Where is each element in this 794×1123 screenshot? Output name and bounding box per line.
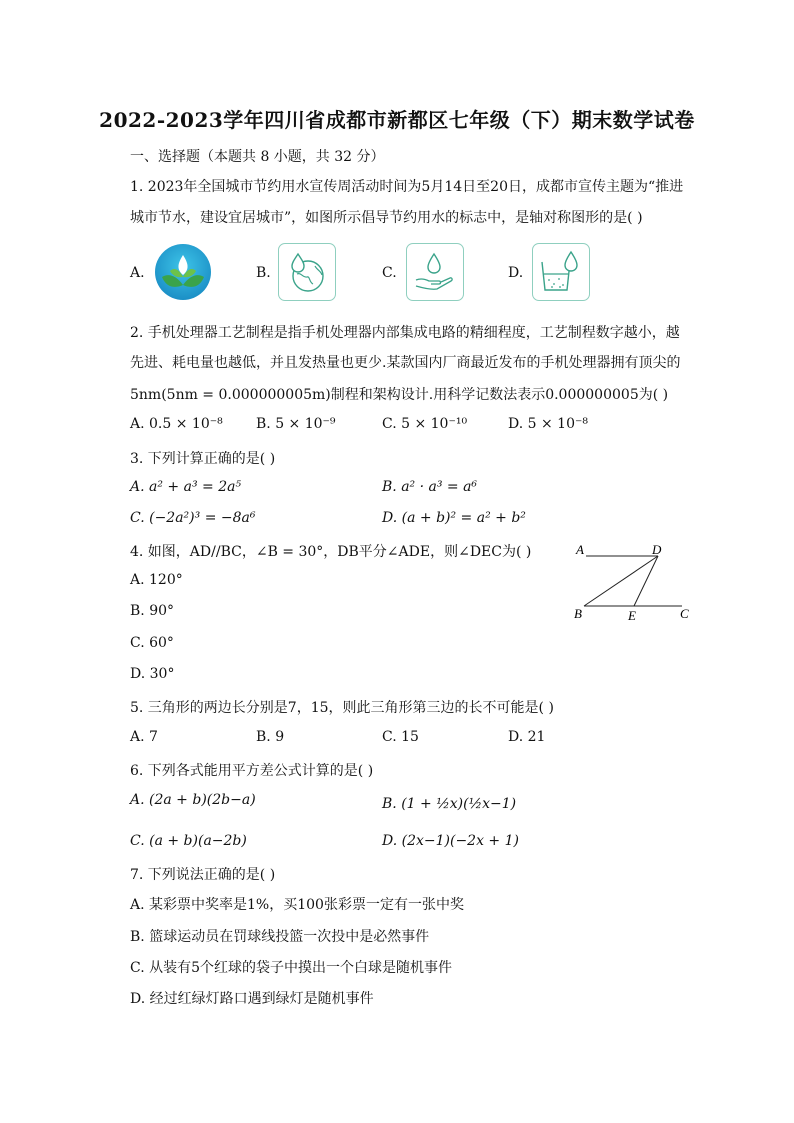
q7-option-d: D. 经过红绿灯路口遇到绿灯是随机事件 <box>130 991 374 1007</box>
q6-option-d: D. (2x−1)(−2x + 1) <box>382 833 519 849</box>
q2-option-d: D. 5 × 10⁻⁸ <box>508 416 588 432</box>
droplet-globe-icon <box>278 243 336 301</box>
q7-option-a: A. 某彩票中奖率是1%，买100张彩票一定有一张中奖 <box>130 897 464 913</box>
q4-geometry-figure <box>570 540 700 625</box>
q4-option-b: B. 90° <box>130 603 175 619</box>
q1-option-c-label: C. <box>382 265 397 281</box>
q4-option-a: A. 120° <box>130 572 183 588</box>
q2-stem-line1: 2. 手机处理器工艺制程是指手机处理器内部集成电路的精细程度，工艺制程数字越小，越 <box>130 325 680 341</box>
q3-stem: 3. 下列计算正确的是( ) <box>130 451 276 467</box>
q6-option-c: C. (a + b)(a−2b) <box>130 833 247 849</box>
q2-option-b: B. 5 × 10⁻⁹ <box>256 416 336 432</box>
section-heading: 一、选择题（本题共 8 小题，共 32 分） <box>130 149 385 165</box>
q3-option-a: A. a² + a³ = 2a⁵ <box>130 479 242 495</box>
label-point-c: C <box>680 606 689 621</box>
q5-option-a: A. 7 <box>130 729 158 745</box>
q2-option-c: C. 5 × 10⁻¹⁰ <box>382 416 468 432</box>
q3-option-b: B. a² · a³ = a⁶ <box>382 479 478 495</box>
q6-option-b: B. (1 + ½x)(½x−1) <box>382 796 517 812</box>
q2-option-a: A. 0.5 × 10⁻⁸ <box>130 416 223 432</box>
q5-option-b: B. 9 <box>256 729 285 745</box>
water-flame-logo-icon <box>154 243 212 301</box>
q7-stem: 7. 下列说法正确的是( ) <box>130 867 276 883</box>
q7-option-b: B. 篮球运动员在罚球线投篮一次投中是必然事件 <box>130 929 430 945</box>
hand-droplet-icon <box>406 243 464 301</box>
q6-option-a: A. (2a + b)(2b−a) <box>130 792 256 808</box>
q1-option-a-label: A. <box>130 265 145 281</box>
q3-option-d: D. (a + b)² = a² + b² <box>382 510 526 526</box>
q1-option-d-label: D. <box>508 265 524 281</box>
q7-option-c: C. 从装有5个红球的袋子中摸出一个白球是随机事件 <box>130 960 453 976</box>
q1-stem-line2: 城市节水，建设宜居城市”，如图所示倡导节约用水的标志中，是轴对称图形的是( ) <box>130 210 643 226</box>
line-db <box>584 556 658 606</box>
q6-stem: 6. 下列各式能用平方差公式计算的是( ) <box>130 763 374 779</box>
q4-option-d: D. 30° <box>130 666 175 682</box>
q1-stem-line1: 1. 2023年全国城市节约用水宣传周活动时间为5月14日至20日，成都市宣传主题为“推进 <box>130 179 684 195</box>
q5-stem: 5. 三角形的两边长分别是7，15，则此三角形第三边的长不可能是( ) <box>130 700 554 716</box>
label-point-a: A <box>576 542 584 557</box>
line-de <box>634 556 658 606</box>
label-point-d: D <box>652 542 662 557</box>
label-point-b: B <box>574 606 582 621</box>
q2-stem-line3: 5nm(5nm = 0.000000005m)制程和架构设计.用科学记数法表示0.000000005为( ) <box>130 387 669 403</box>
q3-option-c: C. (−2a²)³ = −8a⁶ <box>130 510 256 526</box>
q5-option-d: D. 21 <box>508 729 546 745</box>
q4-stem: 4. 如图，AD//BC，∠B = 30°，DB平分∠ADE，则∠DEC为( ) <box>130 544 532 560</box>
label-point-e: E <box>628 608 636 623</box>
page-title: 2022-2023学年四川省成都市新都区七年级（下）期末数学试卷 <box>99 108 695 132</box>
q2-stem-line2: 先进、耗电量也越低，并且发热量也更少.某款国内厂商最近发布的手机处理器拥有顶尖的 <box>130 355 681 371</box>
q5-option-c: C. 15 <box>382 729 419 745</box>
q4-option-c: C. 60° <box>130 635 174 651</box>
cup-droplet-icon <box>532 243 590 301</box>
q1-option-b-label: B. <box>256 265 271 281</box>
